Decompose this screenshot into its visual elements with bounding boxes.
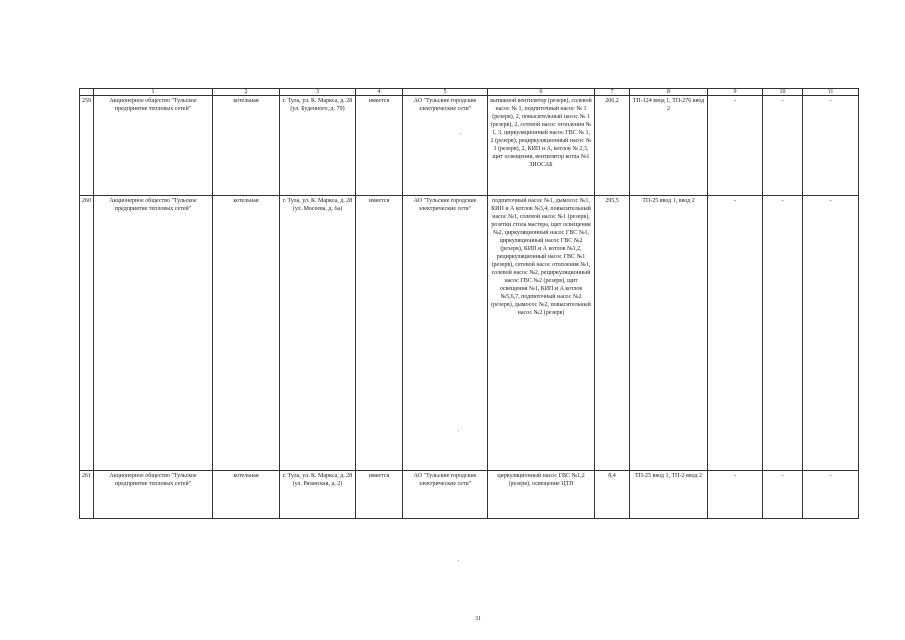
address-cell: г. Тула, ул. К. Маркса, д. 28 (ул. Рязанская, д. 2)	[280, 471, 356, 519]
equipment-cell: вытяжной вентилятор (резерв), солевой насос № 1, подпиточный насос № 1 (резерв), 2, повысительный насос № 1 (резерв), 2, сетевой насос отопления № 1, 3, циркуляционный насос ГВС № 1, 2 (резерв), рециркуляционный насос № 1 (резерв), 2, КИП и А, котлов № 2,3, щит освещения, вентилятор котла №1 ЗИОСАБ	[488, 96, 595, 196]
header-cell-10: 10	[763, 89, 803, 96]
page-number: 31	[475, 616, 481, 622]
availability-cell: имеется	[356, 196, 403, 471]
organization-cell: Акционерное общество "Тульское предприятие тепловых сетей"	[94, 196, 213, 471]
col10-cell: -	[763, 196, 803, 471]
table-row	[80, 96, 859, 196]
equipment-cell: циркуляционный насос ГВС №1,2 (резерв), освещение ЦТП	[488, 471, 595, 519]
power-cell: 295,5	[595, 196, 630, 471]
header-cell-1: 1	[94, 89, 213, 96]
col10-cell: -	[763, 96, 803, 196]
supplier-cell: АО "Тульские городские электрические сети"	[403, 471, 488, 519]
address-cell: г. Тула, ул. К. Маркса, д. 28 (ул. Мосеева, д. 6а)	[280, 196, 356, 471]
header-cell-8: 8	[630, 89, 708, 96]
header-cell-9: 9	[708, 89, 763, 96]
organization-cell: Акционерное общество "Тульское предприятие тепловых сетей"	[94, 471, 213, 519]
col11-cell: -	[803, 196, 859, 471]
table-row	[80, 196, 859, 471]
col10-cell: -	[763, 471, 803, 519]
substation-cell: ТП-25 ввод 1, ТП-2 ввод 2	[630, 471, 708, 519]
scan-speck	[458, 430, 459, 431]
object-type-cell: котельная	[213, 196, 280, 471]
supplier-cell: АО "Тульские городские электрические сети"	[403, 96, 488, 196]
scan-speck	[460, 133, 461, 134]
col11-cell: -	[803, 471, 859, 519]
power-cell: 8,4	[595, 471, 630, 519]
col11-cell: -	[803, 96, 859, 196]
col9-cell: -	[708, 471, 763, 519]
equipment-cell: подпиточный насос №1, дымосос №1, КИП и А котлов №3,4, повысительный насос №1, солевой насос №1 (резерв), розетки стола мастера, щит освещения №2, циркуляционный насос ГВС №1, циркуляционный насос ГВС №2 (резерв), КИП и А котлов №1,2, рециркуляционный насос ГВС №1 (резерв), сетевой насос отопления №1, солевой насос №2, рециркуляционный насос ГВС №2 (резерв), щит освещения №1, КИП и А котлов №5,6,7, подпиточный насос №2 (резерв), дымосос №2, повысительный насос №2 (резерв)	[488, 196, 595, 471]
header-cell-11: 11	[803, 89, 859, 96]
col9-cell: -	[708, 196, 763, 471]
availability-cell: имеется	[356, 471, 403, 519]
row-number: 261	[80, 471, 94, 519]
table-row	[80, 471, 859, 519]
row-number: 259	[80, 96, 94, 196]
header-cell-6: 6	[488, 89, 595, 96]
header-cell-4: 4	[356, 89, 403, 96]
power-cell: 206,2	[595, 96, 630, 196]
col9-cell: -	[708, 96, 763, 196]
header-cell-3: 3	[280, 89, 356, 96]
header-cell-blank	[80, 89, 94, 96]
header-cell-7: 7	[595, 89, 630, 96]
availability-cell: имеется	[356, 96, 403, 196]
header-cell-5: 5	[403, 89, 488, 96]
supplier-cell: АО "Тульские городские электрические сети"	[403, 196, 488, 471]
address-cell: г. Тула, ул. К. Маркса, д. 28 (ул. Буденного, д. 79)	[280, 96, 356, 196]
row-number: 260	[80, 196, 94, 471]
scan-speck	[458, 560, 459, 561]
substation-cell: ТП-124 ввод 1, ТП-276 ввод 2	[630, 96, 708, 196]
data-table	[79, 88, 859, 519]
header-row	[80, 89, 859, 96]
object-type-cell: котельная	[213, 471, 280, 519]
substation-cell: ТП-25 ввод 1, ввод 2	[630, 196, 708, 471]
organization-cell: Акционерное общество "Тульское предприятие тепловых сетей"	[94, 96, 213, 196]
object-type-cell: котельная	[213, 96, 280, 196]
header-cell-2: 2	[213, 89, 280, 96]
